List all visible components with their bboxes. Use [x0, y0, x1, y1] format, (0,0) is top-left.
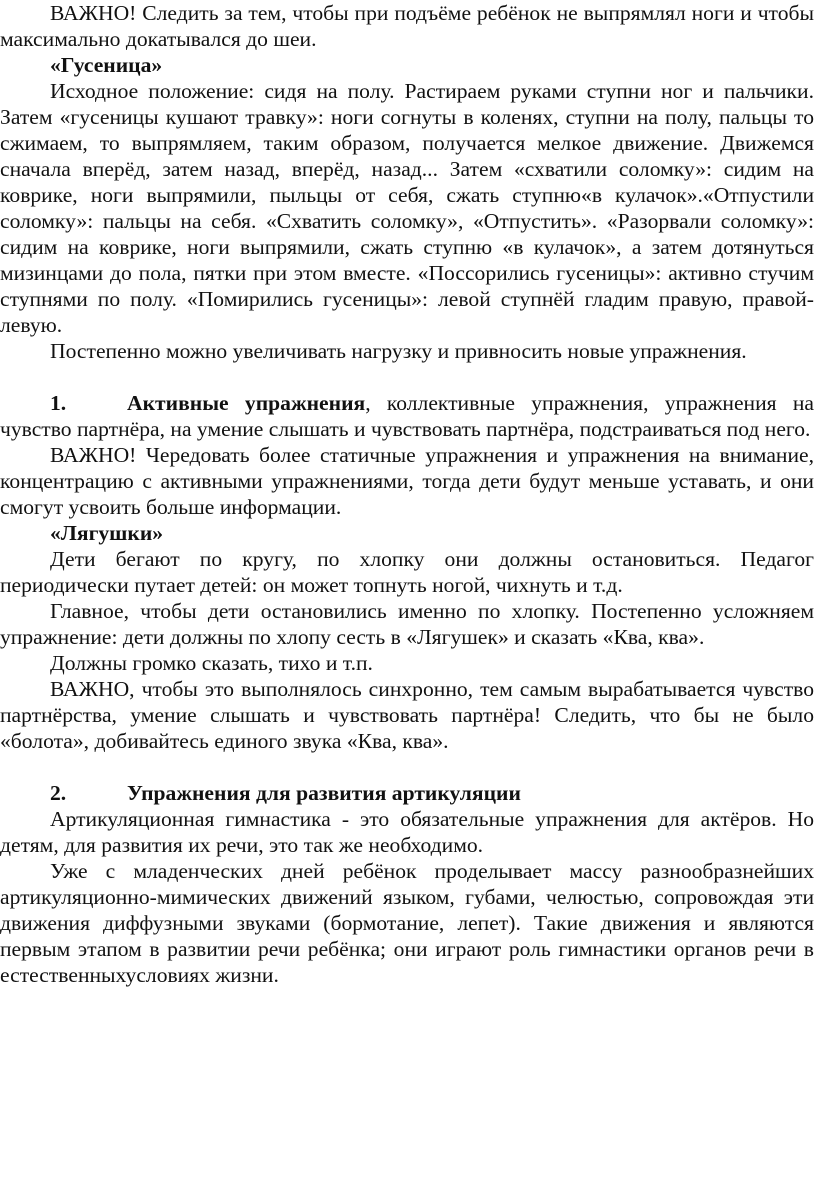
paragraph-infant-movements: Уже с младенческих дней ребёнок проделывает массу разнообразнейших артикуляционно-мимических движений языком, губами, челюстью, сопровождая эти движения диффузными звуками (бормотание, лепет). Такие движения и являются первым этапом в развитии речи ребёнка; они играют роль гимнастики органов речи в естественныхусловиях жизни.	[0, 859, 814, 987]
paragraph-important-roll: ВАЖНО! Следить за тем, чтобы при подъёме ребёнок не выпрямлял ноги и чтобы максимально докатывался до шеи.	[0, 1, 814, 51]
section-heading-articulation	[0, 780, 814, 806]
paragraph-important-alternate: ВАЖНО! Чередовать более статичные упражнения и упражнения на внимание, концентрацию с активными упражнениями, тогда дети будут меньше уставать, и они смогут усвоить больше информации.	[0, 443, 814, 519]
paragraph-important-sync: ВАЖНО, чтобы это выполнялось синхронно, тем самым вырабатывается чувство партнёрства, умение слышать и чувствовать партнёра! Следить, что бы не было «болота», добивайтесь единого звука «Ква, ква».	[0, 677, 814, 753]
section-title: Упражнения для развития артикуляции	[127, 781, 521, 805]
paragraph-frogs-loud: Должны громко сказать, тихо и т.п.	[50, 651, 373, 675]
paragraph-frogs-description: Дети бегают по кругу, по хлопку они должны остановиться. Педагог периодически путает детей: он может топнуть ногой, чихнуть и т.д.	[0, 547, 814, 597]
section-title: Активные упражнения	[127, 391, 366, 415]
paragraph-caterpillar-description: Исходное положение: сидя на полу. Растираем руками ступни ног и пальчики. Затем «гусеницы кушают травку»: ноги согнуты в коленях, ступни на полу, пальцы то сжимаем, то выпрямляем, таким образом, получается мелкое движение. Движемся сначала вперёд, затем назад, вперёд, назад... Затем «схватили соломку»: сидим на коврике, ноги выпрямили, пыльцы от себя, сжать ступню«в кулачок».«Отпустили соломку»: пальцы на себя. «Схватить соломку», «Отпустить». «Разорвали соломку»: сидим на коврике, ноги выпрямили, сжать ступню «в кулачок», а затем дотянуться мизинцами до пола, пятки при этом вместе. «Поссорились гусеницы»: активно стучим ступнями по полу. «Помирились гусеницы»: левой ступнёй гладим правую, правой-левую.	[0, 79, 814, 337]
exercise-title-frogs: «Лягушки»	[50, 521, 164, 545]
section-number: 2.	[50, 781, 67, 805]
exercise-title-caterpillar: «Гусеница»	[50, 53, 163, 77]
paragraph-frogs-main: Главное, чтобы дети остановились именно по хлопку. Постепенно усложняем упражнение: дети должны по хлопу сесть в «Лягушек» и сказать «Ква, ква».	[0, 599, 814, 649]
section-text: , коллективные упражнения, упражнения на чувство партнёра, на умение слышать и чувствовать партнёра, подстраиваться под него.	[0, 391, 814, 441]
blank-line	[0, 364, 814, 390]
blank-line	[0, 754, 814, 780]
paragraph-increase-load: Постепенно можно увеличивать нагрузку и привносить новые упражнения.	[50, 339, 747, 363]
section-number: 1.	[50, 391, 67, 415]
section-heading-active-exercises	[0, 390, 814, 442]
paragraph-articulation-gymnastics: Артикуляционная гимнастика - это обязательные упражнения для актёров. Но детям, для развития их речи, это так же необходимо.	[0, 807, 814, 857]
